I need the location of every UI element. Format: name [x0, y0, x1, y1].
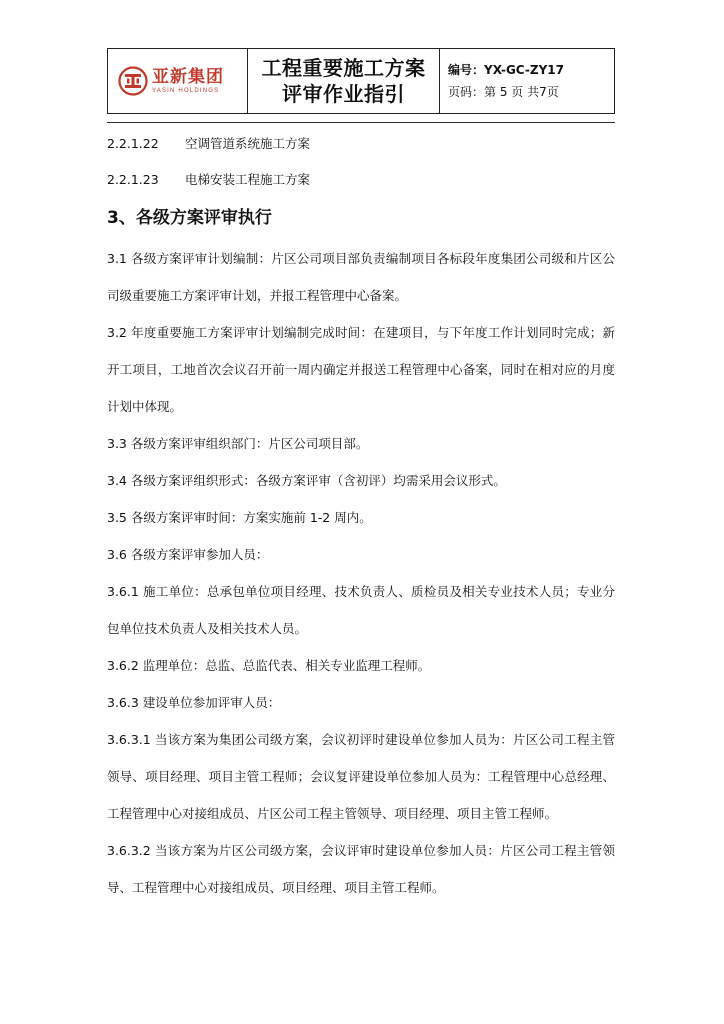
section-heading: 3、各级方案评审执行: [107, 208, 272, 228]
paragraph: 3.6 各级方案评审参加人员：: [107, 547, 269, 562]
paragraph: 3.6.3 建设单位参加评审人员：: [107, 695, 281, 710]
page-value: 第 5 页 共7页: [484, 85, 559, 99]
item-number: 2.2.1.22: [107, 136, 159, 151]
page-number: [448, 81, 614, 103]
paragraph: 3.3 各级方案评审组织部门：片区公司项目部。: [107, 436, 369, 451]
item-number: 2.2.1.23: [107, 172, 159, 187]
document-title: [248, 49, 440, 113]
logo-name-cn: 亚新集团: [152, 67, 224, 87]
item-text: 电梯安装工程施工方案: [185, 172, 311, 187]
header-divider: [107, 122, 615, 123]
code-value: YX-GC-ZY17: [484, 63, 564, 77]
title-line-2: 评审作业指引: [282, 82, 405, 106]
item-text: 空调管道系统施工方案: [185, 136, 311, 151]
page-label: 页码：: [448, 85, 485, 99]
paragraph: 3.6.3.1 当该方案为集团公司级方案，会议初评时建设单位参加人员为：片区公司工程主管领导、项目经理、项目主管工程师；会议复评建设单位参加人员为：工程管理中心总经理、工程管理中心对接组成员、片区公司工程主管领导、项目经理、项目主管工程师。: [107, 732, 615, 821]
company-logo-icon: [118, 66, 148, 96]
paragraph: 3.1 各级方案评审计划编制：片区公司项目部负责编制项目各标段年度集团公司级和片区公司级重要施工方案评审计划，并报工程管理中心备案。: [107, 251, 615, 303]
logo-area: [108, 49, 248, 113]
document-meta: [440, 49, 614, 113]
paragraph: 3.6.3.2 当该方案为片区公司级方案，会议评审时建设单位参加人员：片区公司工程主管领导、工程管理中心对接组成员、项目经理、项目主管工程师。: [107, 843, 615, 895]
document-body: [107, 134, 615, 906]
paragraph: 3.6.2 监理单位：总监、总监代表、相关专业监理工程师。: [107, 658, 431, 673]
paragraph: 3.4 各级方案评组织形式：各级方案评审（含初评）均需采用会议形式。: [107, 473, 506, 488]
paragraph: 3.6.1 施工单位：总承包单位项目经理、技术负责人、质检员及相关专业技术人员；专业分包单位技术负责人及相关技术人员。: [107, 584, 615, 636]
paragraph: 3.5 各级方案评审时间：方案实施前 1-2 周内。: [107, 510, 372, 525]
document-code: [448, 59, 614, 81]
document-header: [107, 48, 615, 114]
logo-wordmark: [152, 67, 224, 95]
list-item: [107, 134, 615, 154]
paragraph: 3.2 年度重要施工方案评审计划编制完成时间：在建项目，与下年度工作计划同时完成；新开工项目，工地首次会议召开前一周内确定并报送工程管理中心备案，同时在相对应的月度计划中体现。: [107, 325, 615, 414]
code-label: 编号：: [448, 63, 485, 77]
logo-name-en: YASIN HOLDINGS: [152, 88, 220, 94]
title-line-1: 工程重要施工方案: [261, 56, 426, 80]
list-item: [107, 170, 615, 190]
